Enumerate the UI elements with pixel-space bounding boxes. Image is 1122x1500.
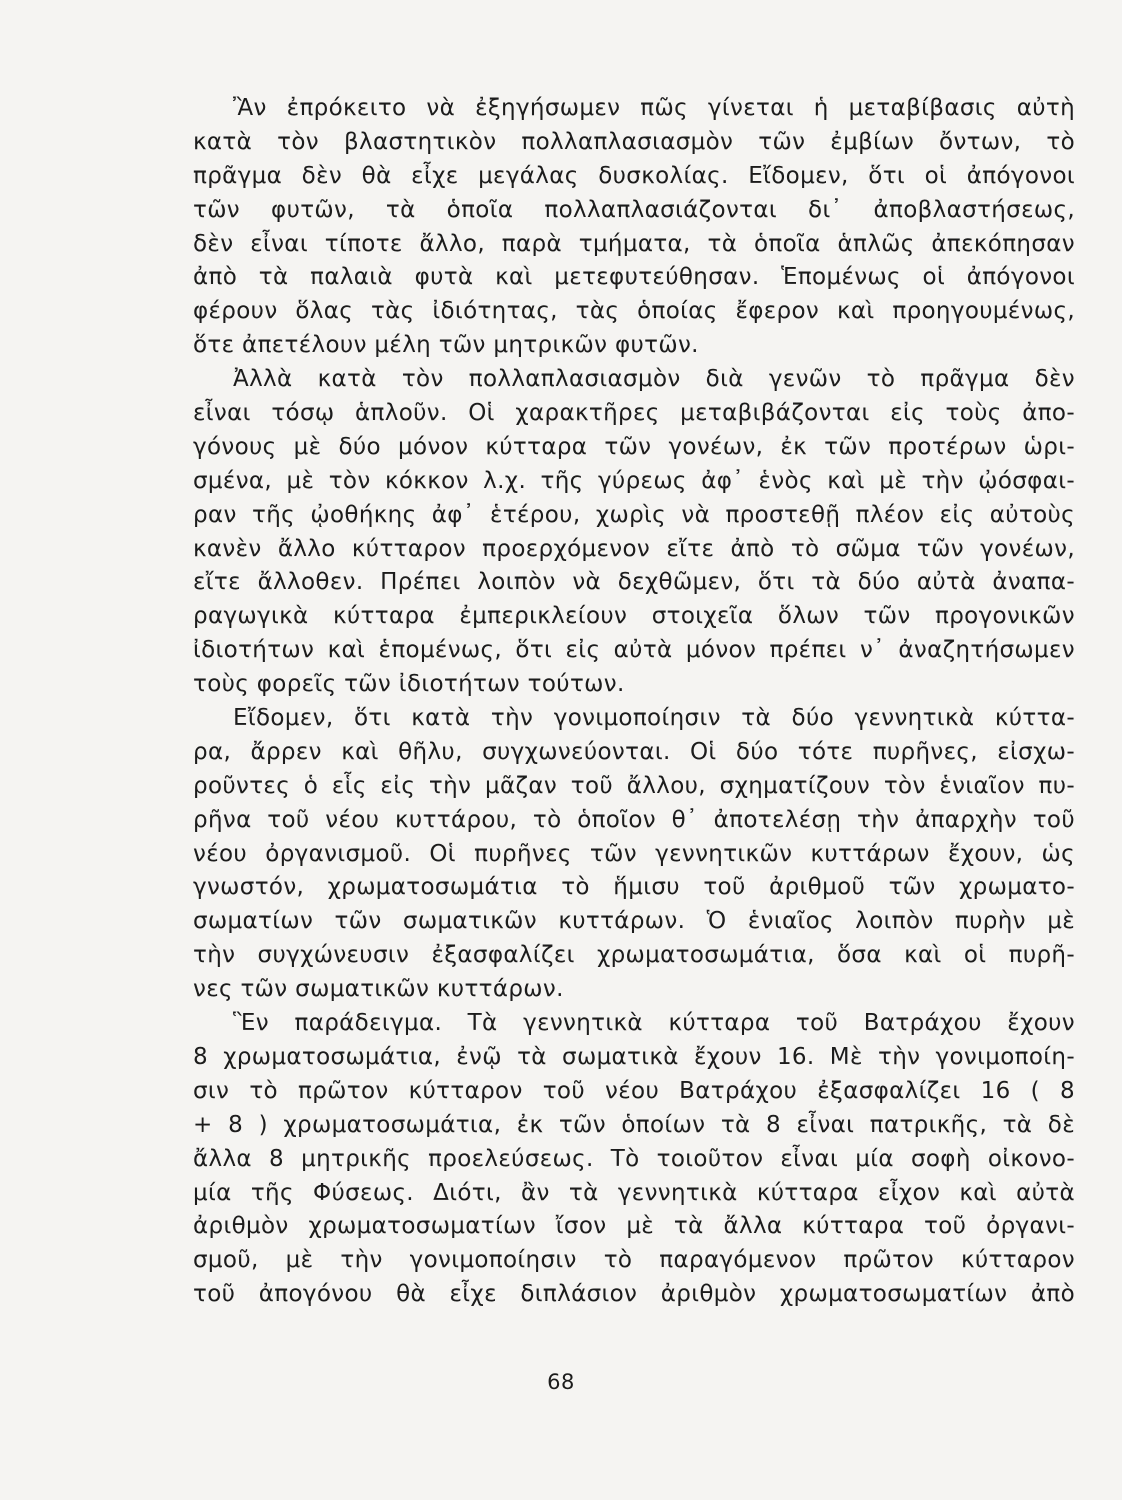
text-line: τοῦ ἀπογόνου θὰ εἶχε διπλάσιον ἀριθμὸν χρωματοσωματίων ἀπὸ <box>193 1281 1075 1308</box>
text-line: γνωστόν, χρωματοσωμάτια τὸ ἥμισυ τοῦ ἀριθμοῦ τῶν χρωματο- <box>193 874 1075 901</box>
text-line: ραν τῆς ᾠοθήκης ἀφ᾽ ἑτέρου, χωρὶς νὰ προστεθῇ πλέον εἰς αὐτοὺς <box>193 501 1075 528</box>
text-line: πρᾶγμα δὲν θὰ εἶχε μεγάλας δυσκολίας. Εἴδομεν, ὅτι οἱ ἀπόγονοι <box>193 162 1075 189</box>
text-line: τὴν συγχώνευσιν ἐξασφαλίζει χρωματοσωμάτια, ὅσα καὶ οἱ πυρῆ- <box>193 942 1075 969</box>
text-line: ρῆνα τοῦ νέου κυττάρου, τὸ ὁποῖον θ᾽ ἀποτελέσῃ τὴν ἀπαρχὴν τοῦ <box>193 806 1075 833</box>
paragraph-4 <box>193 1007 1075 1312</box>
text-line: ραγωγικὰ κύτταρα ἐμπερικλείουν στοιχεῖα ὅλων τῶν προγονικῶν <box>193 603 1075 630</box>
text-line: κανὲν ἄλλο κύτταρον προερχόμενον εἴτε ἀπὸ τὸ σῶμα τῶν γονέων, <box>193 535 1075 562</box>
text-line: τῶν φυτῶν, τὰ ὁποῖα πολλαπλασιάζονται δι᾽ ἀποβλαστήσεως, <box>193 196 1075 223</box>
text-line: σιν τὸ πρῶτον κύτταρον τοῦ νέου Βατράχου ἐξασφαλίζει 16 ( 8 <box>193 1077 1075 1104</box>
text-line: σμοῦ, μὲ τὴν γονιμοποίησιν τὸ παραγόμενον πρῶτον κύτταρον <box>193 1247 1075 1274</box>
body-text <box>193 92 1075 1312</box>
text-line: ρα, ἄρρεν καὶ θῆλυ, συγχωνεύονται. Οἱ δύο τότε πυρῆνες, εἰσχω- <box>193 738 1075 765</box>
text-line: ροῦντες ὁ εἷς εἰς τὴν μᾶζαν τοῦ ἄλλου, σχηματίζουν τὸν ἑνιαῖον πυ- <box>193 772 1075 799</box>
text-line: Ἀλλὰ κατὰ τὸν πολλαπλασιασμὸν διὰ γενῶν τὸ πρᾶγμα δὲν <box>233 366 1075 393</box>
text-line: ἀριθμὸν χρωματοσωματίων ἴσον μὲ τὰ ἄλλα κύτταρα τοῦ ὀργανι- <box>193 1213 1075 1240</box>
text-line: νέου ὀργανισμοῦ. Οἱ πυρῆνες τῶν γεννητικῶν κυττάρων ἔχουν, ὡς <box>193 840 1075 867</box>
text-line: κατὰ τὸν βλαστητικὸν πολλαπλασιασμὸν τῶν ἐμβίων ὄντων, τὸ <box>193 128 1075 155</box>
text-line: δὲν εἶναι τίποτε ἄλλο, παρὰ τμήματα, τὰ ὁποῖα ἁπλῶς ἀπεκόπησαν <box>193 230 1075 257</box>
text-line: σωματίων τῶν σωματικῶν κυττάρων. Ὁ ἑνιαῖος λοιπὸν πυρὴν μὲ <box>193 908 1075 935</box>
text-line: ἄλλα 8 μητρικῆς προελεύσεως. Τὸ τοιοῦτον εἶναι μία σοφὴ οἰκονο- <box>193 1145 1075 1172</box>
paragraph-2 <box>193 363 1075 702</box>
text-line: γόνους μὲ δύο μόνον κύτταρα τῶν γονέων, ἐκ τῶν προτέρων ὡρι- <box>193 433 1075 460</box>
text-line: φέρουν ὅλας τὰς ἰδιότητας, τὰς ὁποίας ἔφερον καὶ προηγουμένως, <box>193 298 1075 325</box>
text-line: Ἓν παράδειγμα. Τὰ γεννητικὰ κύτταρα τοῦ Βατράχου ἔχουν <box>233 1010 1075 1037</box>
text-line: εἶναι τόσῳ ἁπλοῦν. Οἱ χαρακτῆρες μεταβιβάζονται εἰς τοὺς ἀπο- <box>193 400 1075 427</box>
text-line: νες τῶν σωματικῶν κυττάρων. <box>193 976 564 1003</box>
text-line: ἰδιοτήτων καὶ ἑπομένως, ὅτι εἰς αὐτὰ μόνον πρέπει ν᾽ ἀναζητήσωμεν <box>193 637 1075 664</box>
text-line: Εἴδομεν, ὅτι κατὰ τὴν γονιμοποίησιν τὰ δύο γεννητικὰ κύττα- <box>233 705 1075 732</box>
text-line: Ἂν ἐπρόκειτο νὰ ἐξηγήσωμεν πῶς γίνεται ἡ μεταβίβασις αὐτὴ <box>233 95 1075 121</box>
page-number: 68 <box>547 1370 575 1394</box>
text-line: εἴτε ἄλλοθεν. Πρέπει λοιπὸν νὰ δεχθῶμεν, ὅτι τὰ δύο αὐτὰ ἀναπα- <box>193 569 1075 596</box>
text-line: 8 χρωματοσωμάτια, ἐνῷ τὰ σωματικὰ ἔχουν 16. Μὲ τὴν γονιμοποίη- <box>193 1043 1075 1070</box>
text-line: τοὺς φορεῖς τῶν ἰδιοτήτων τούτων. <box>193 671 625 698</box>
text-line: μία τῆς Φύσεως. Διότι, ἂν τὰ γεννητικὰ κύτταρα εἶχον καὶ αὐτὰ <box>193 1179 1075 1206</box>
text-line: + 8 ) χρωματοσωμάτια, ἐκ τῶν ὁποίων τὰ 8 εἶναι πατρικῆς, τὰ δὲ <box>193 1111 1075 1138</box>
paragraph-1 <box>193 92 1075 363</box>
text-line: σμένα, μὲ τὸν κόκκον λ.χ. τῆς γύρεως ἀφ᾽ ἑνὸς καὶ μὲ τὴν ᾠόσφαι- <box>193 467 1075 494</box>
paragraph-3 <box>193 702 1075 1007</box>
text-line: ὅτε ἀπετέλουν μέλη τῶν μητρικῶν φυτῶν. <box>193 332 699 359</box>
text-line: ἀπὸ τὰ παλαιὰ φυτὰ καὶ μετεφυτεύθησαν. Ἑπομένως οἱ ἀπόγονοι <box>193 264 1075 291</box>
